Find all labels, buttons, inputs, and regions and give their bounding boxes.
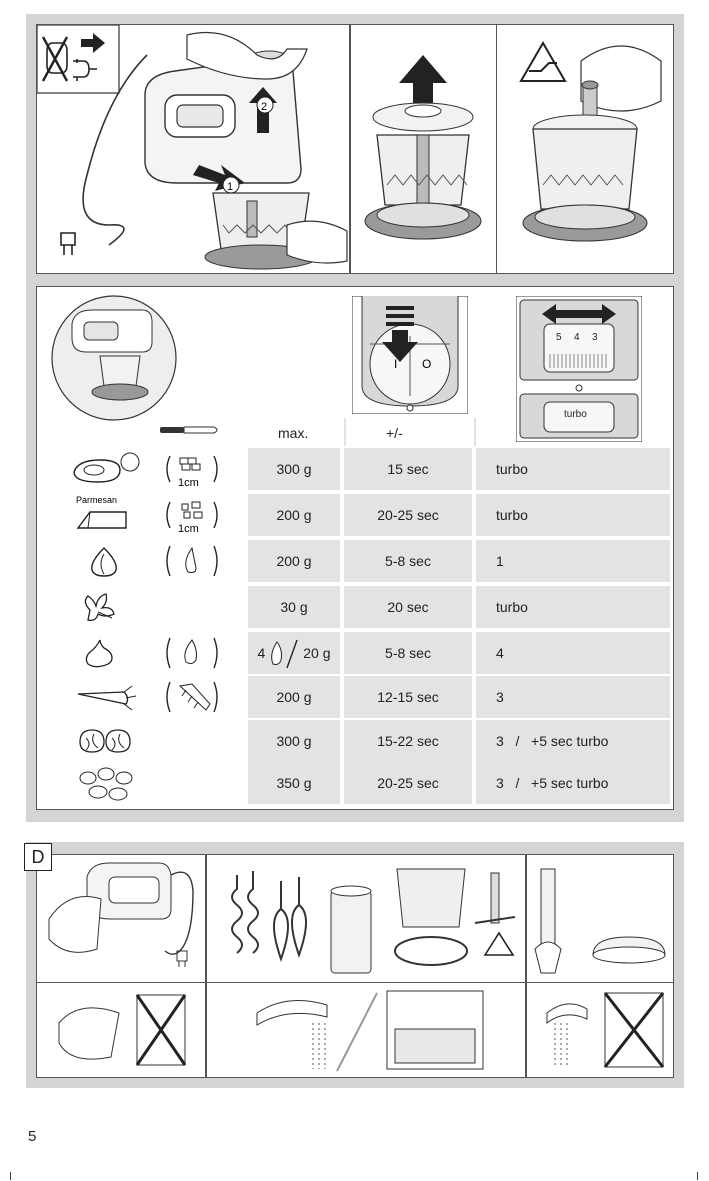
switch-label-on: I xyxy=(394,357,398,371)
time-cell: 20 sec xyxy=(344,586,472,628)
speed-cell: 3 / +5 sec turbo xyxy=(476,720,670,762)
speed-cell: turbo xyxy=(476,586,670,628)
dial-number-5: 5 xyxy=(556,332,562,343)
herbs-icon xyxy=(38,586,246,628)
header-max: max. xyxy=(278,425,309,441)
blender-shaft-illustration xyxy=(526,854,674,984)
header-divider xyxy=(344,418,346,446)
time-cell: 20-25 sec xyxy=(344,494,472,536)
accessories-illustration xyxy=(206,854,526,984)
speed-cell: 1 xyxy=(476,540,670,582)
time-cell: 15-22 sec xyxy=(344,720,472,762)
garlic-count: 4 xyxy=(257,645,266,661)
remove-lid-illustration xyxy=(350,24,498,274)
time-cell: 12-15 sec xyxy=(344,676,472,718)
section-label-d: D xyxy=(24,843,52,871)
table-row xyxy=(38,494,670,536)
amount-value: 20 g xyxy=(303,645,331,661)
amount-cell xyxy=(248,632,340,674)
amount-cell: 300 g xyxy=(248,720,340,762)
speed-cell: 4 xyxy=(476,632,670,674)
time-cell: 5-8 sec xyxy=(344,632,472,674)
page-number: 5 xyxy=(28,1128,37,1145)
header-time: +/- xyxy=(386,425,403,441)
crop-mark xyxy=(697,1172,698,1180)
remove-blade-illustration xyxy=(496,24,674,274)
dial-turbo-label: turbo xyxy=(564,409,587,420)
speed-cell: turbo xyxy=(476,448,670,490)
amount-cell: 350 g xyxy=(248,762,340,804)
dial-number-3: 3 xyxy=(592,332,598,343)
walnuts-icon xyxy=(38,720,246,762)
time-cell: 20-25 sec xyxy=(344,762,472,804)
speed-cell: 3 / +5 sec turbo xyxy=(476,762,670,804)
step-badge-1: 1 xyxy=(227,181,234,193)
wipe-motor-illustration xyxy=(36,854,206,984)
cut-size-label: 1cm xyxy=(178,523,199,535)
meat-icon xyxy=(38,448,246,490)
almonds-icon xyxy=(38,762,246,804)
table-row xyxy=(38,762,670,804)
tap-and-dishwasher-illustration xyxy=(206,982,526,1078)
step-badge-2: 2 xyxy=(261,101,268,113)
knife-icon xyxy=(158,422,222,438)
attach-motor-illustration xyxy=(36,24,350,274)
header-divider xyxy=(474,418,476,446)
amount-cell: 300 g xyxy=(248,448,340,490)
table-row xyxy=(38,676,670,718)
switch-label-off: O xyxy=(422,357,432,371)
table-row xyxy=(38,586,670,628)
carrot-icon xyxy=(38,676,246,718)
table-row xyxy=(38,540,670,582)
amount-cell: 200 g xyxy=(248,676,340,718)
amount-cell: 200 g xyxy=(248,540,340,582)
dial-number-4: 4 xyxy=(574,332,580,343)
garlic-clove-slash-icon xyxy=(267,636,301,670)
speed-cell: 3 xyxy=(476,676,670,718)
time-cell: 5-8 sec xyxy=(344,540,472,582)
crop-mark xyxy=(10,1172,11,1180)
hand-wash-illustration xyxy=(36,982,206,1078)
garlic-icon xyxy=(38,632,246,674)
device-circle-illustration xyxy=(50,294,180,424)
table-row xyxy=(38,720,670,762)
switch-illustration xyxy=(352,296,468,414)
cut-size-label: 1cm xyxy=(178,477,199,489)
no-dishwasher-illustration xyxy=(526,982,674,1078)
table-row xyxy=(38,448,670,490)
parmesan-label: Parmesan xyxy=(76,495,118,505)
time-cell: 15 sec xyxy=(344,448,472,490)
parmesan-icon xyxy=(38,494,246,536)
amount-cell: 200 g xyxy=(248,494,340,536)
speed-dial-illustration xyxy=(516,296,642,442)
speed-cell: turbo xyxy=(476,494,670,536)
onion-icon xyxy=(38,540,246,582)
amount-cell: 30 g xyxy=(248,586,340,628)
table-row xyxy=(38,632,670,674)
